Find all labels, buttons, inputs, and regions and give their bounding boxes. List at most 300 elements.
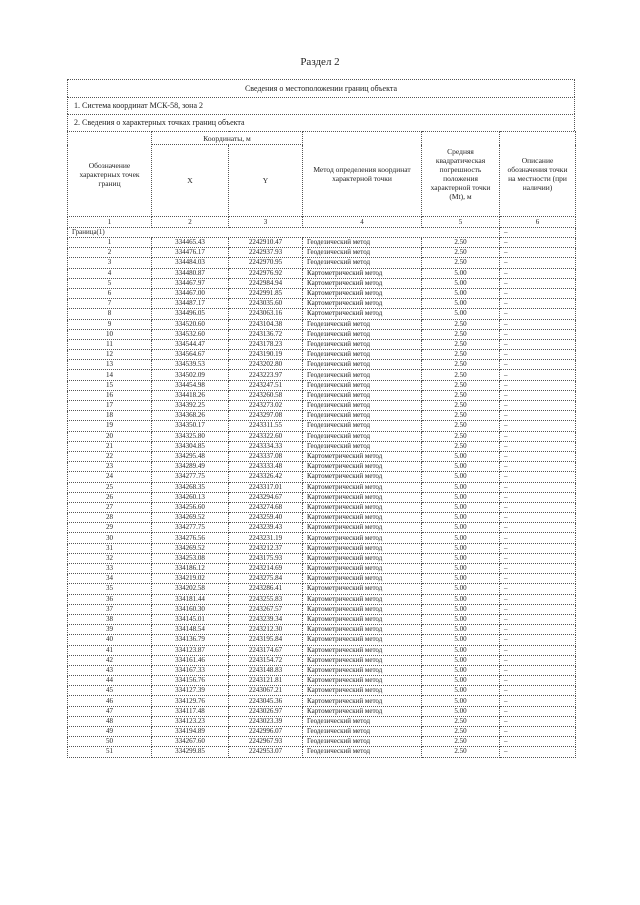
method: Картометрический метод [303,564,422,574]
coord-x: 334181.44 [152,594,229,604]
coord-x: 334295.48 [152,451,229,461]
method: Геодезический метод [303,421,422,431]
coord-y: 2243212.37 [229,543,303,553]
method: Геодезический метод [303,401,422,411]
description: – [500,604,576,614]
coord-y: 2243334.33 [229,441,303,451]
description: – [500,574,576,584]
table-row [68,492,576,502]
method: Картометрический метод [303,584,422,594]
accuracy: 5.00 [422,594,500,604]
coord-y: 2243255.83 [229,594,303,604]
point-number: 5 [68,278,152,288]
point-number: 43 [68,665,152,675]
coord-y: 2243294.67 [229,492,303,502]
table-row [68,635,576,645]
coord-y: 2243311.55 [229,421,303,431]
method: Картометрический метод [303,655,422,665]
method: Геодезический метод [303,339,422,349]
method: Картометрический метод [303,309,422,319]
point-number: 12 [68,350,152,360]
point-number: 29 [68,523,152,533]
method: Картометрический метод [303,533,422,543]
coord-x: 334304.85 [152,441,229,451]
coord-y: 2242970.95 [229,258,303,268]
point-number: 16 [68,390,152,400]
coord-x: 334465.43 [152,238,229,248]
description: – [500,411,576,421]
coord-x: 334268.35 [152,482,229,492]
description: – [500,655,576,665]
table-row [68,248,576,258]
table-row [68,278,576,288]
coord-y: 2242953.07 [229,747,303,757]
accuracy: 2.50 [422,421,500,431]
method: Геодезический метод [303,716,422,726]
accuracy: 5.00 [422,268,500,278]
coord-x: 334127.39 [152,686,229,696]
point-number: 49 [68,727,152,737]
accuracy: 2.50 [422,727,500,737]
coord-x: 334267.60 [152,737,229,747]
table-row [68,370,576,380]
coord-y: 2243195.84 [229,635,303,645]
method: Геодезический метод [303,441,422,451]
col-number: 6 [500,217,576,228]
description: – [500,299,576,309]
coord-y: 2243260.58 [229,390,303,400]
coord-x: 334496.05 [152,309,229,319]
accuracy: 2.50 [422,350,500,360]
table-row [68,686,576,696]
coord-x: 334202.58 [152,584,229,594]
method: Геодезический метод [303,380,422,390]
point-number: 25 [68,482,152,492]
description: – [500,482,576,492]
accuracy: 2.50 [422,319,500,329]
accuracy: 5.00 [422,502,500,512]
point-number: 24 [68,472,152,482]
point-number: 38 [68,614,152,624]
coord-x: 334368.26 [152,411,229,421]
point-number: 18 [68,411,152,421]
description: – [500,390,576,400]
coord-x: 334194.89 [152,727,229,737]
coord-x: 334186.12 [152,564,229,574]
accuracy: 5.00 [422,625,500,635]
method: Картометрический метод [303,543,422,553]
table-row [68,625,576,635]
section-title: Сведения о местоположении границ объекта [67,79,575,97]
description: – [500,492,576,502]
point-number: 20 [68,431,152,441]
coord-y: 2242967.93 [229,737,303,747]
point-number: 17 [68,401,152,411]
table-row [68,390,576,400]
method: Картометрический метод [303,635,422,645]
header-coordinates: Координаты, м [152,132,303,145]
description: – [500,288,576,298]
coord-y: 2243063.16 [229,309,303,319]
coord-x: 334129.76 [152,696,229,706]
coord-y: 2243174.67 [229,645,303,655]
coord-y: 2243317.01 [229,482,303,492]
method: Геодезический метод [303,319,422,329]
point-number: 44 [68,676,152,686]
table-row [68,543,576,553]
coord-y: 2243231.19 [229,533,303,543]
accuracy: 5.00 [422,492,500,502]
accuracy: 2.50 [422,390,500,400]
table-row [68,401,576,411]
header-y: Y [229,145,303,217]
point-number: 4 [68,268,152,278]
col-number: 4 [303,217,422,228]
point-number: 9 [68,319,152,329]
point-number: 10 [68,329,152,339]
coord-y: 2242996.07 [229,727,303,737]
point-number: 2 [68,248,152,258]
table-row [68,747,576,757]
accuracy: 5.00 [422,604,500,614]
point-number: 39 [68,625,152,635]
coord-x: 334487.17 [152,299,229,309]
method: Картометрический метод [303,574,422,584]
coord-y: 2243023.39 [229,716,303,726]
table-row [68,238,576,248]
method: Картометрический метод [303,513,422,523]
method: Геодезический метод [303,747,422,757]
point-number: 34 [68,574,152,584]
method: Картометрический метод [303,614,422,624]
point-number: 30 [68,533,152,543]
description: – [500,553,576,563]
point-number: 37 [68,604,152,614]
method: Картометрический метод [303,696,422,706]
coord-y: 2243274.68 [229,502,303,512]
description: – [500,706,576,716]
point-number: 7 [68,299,152,309]
accuracy: 5.00 [422,278,500,288]
coord-y: 2243259.40 [229,513,303,523]
header-method: Метод определения координат характерной точки [303,132,422,217]
description: – [500,502,576,512]
description: – [500,584,576,594]
description: – [500,614,576,624]
col-number: 5 [422,217,500,228]
point-number: 8 [68,309,152,319]
coord-y: 2243333.48 [229,462,303,472]
coord-x: 334454.98 [152,380,229,390]
coord-x: 334136.79 [152,635,229,645]
method: Картометрический метод [303,502,422,512]
coord-y: 2243214.69 [229,564,303,574]
accuracy: 2.50 [422,248,500,258]
method: Картометрический метод [303,604,422,614]
coord-x: 334269.52 [152,513,229,523]
method: Картометрический метод [303,686,422,696]
method: Картометрический метод [303,645,422,655]
coord-x: 334123.23 [152,716,229,726]
method: Картометрический метод [303,553,422,563]
accuracy: 5.00 [422,645,500,655]
coord-y: 2242991.85 [229,288,303,298]
coord-y: 2243337.08 [229,451,303,461]
table-row [68,319,576,329]
description: – [500,248,576,258]
group-dash: – [500,228,576,238]
description: – [500,686,576,696]
point-number: 48 [68,716,152,726]
points-table [67,131,576,758]
coord-x: 334539.53 [152,360,229,370]
method: Картометрический метод [303,706,422,716]
table-row [68,268,576,278]
coord-y: 2243026.97 [229,706,303,716]
description: – [500,676,576,686]
table-row [68,360,576,370]
coord-x: 334289.49 [152,462,229,472]
table-row [68,655,576,665]
table-row [68,533,576,543]
accuracy: 2.50 [422,360,500,370]
coord-y: 2243190.19 [229,350,303,360]
accuracy: 2.50 [422,339,500,349]
description: – [500,329,576,339]
description: – [500,696,576,706]
point-number: 33 [68,564,152,574]
method: Картометрический метод [303,676,422,686]
coord-y: 2243322.60 [229,431,303,441]
accuracy: 5.00 [422,676,500,686]
table-row [68,462,576,472]
method: Картометрический метод [303,472,422,482]
coord-y: 2243104.38 [229,319,303,329]
method: Картометрический метод [303,288,422,298]
table-row [68,451,576,461]
description: – [500,747,576,757]
accuracy: 2.50 [422,258,500,268]
point-number: 31 [68,543,152,553]
point-number: 36 [68,594,152,604]
point-number: 46 [68,696,152,706]
table-row [68,696,576,706]
accuracy: 5.00 [422,523,500,533]
point-number: 14 [68,370,152,380]
table-row [68,584,576,594]
accuracy: 5.00 [422,635,500,645]
point-number: 21 [68,441,152,451]
col-number: 3 [229,217,303,228]
table-row [68,574,576,584]
table-row [68,431,576,441]
accuracy: 5.00 [422,706,500,716]
page-title: Раздел 2 [300,56,340,68]
accuracy: 2.50 [422,441,500,451]
method: Картометрический метод [303,278,422,288]
table-row [68,411,576,421]
col-number: 1 [68,217,152,228]
description: – [500,319,576,329]
point-number: 1 [68,238,152,248]
description: – [500,645,576,655]
description: – [500,451,576,461]
header-accuracy: Средняя квадратическая погрешность положения характерной точки (Mt), м [422,132,500,217]
accuracy: 5.00 [422,564,500,574]
coord-y: 2243297.08 [229,411,303,421]
description: – [500,268,576,278]
accuracy: 2.50 [422,747,500,757]
coord-y: 2243136.72 [229,329,303,339]
coord-y: 2243175.93 [229,553,303,563]
accuracy: 2.50 [422,411,500,421]
accuracy: 5.00 [422,686,500,696]
coord-x: 334148.54 [152,625,229,635]
method: Картометрический метод [303,665,422,675]
coord-y: 2243267.57 [229,604,303,614]
description: – [500,431,576,441]
method: Картометрический метод [303,268,422,278]
accuracy: 5.00 [422,553,500,563]
table-row [68,716,576,726]
coord-y: 2243154.72 [229,655,303,665]
description: – [500,309,576,319]
accuracy: 5.00 [422,574,500,584]
table-row [68,329,576,339]
table-row [68,523,576,533]
accuracy: 5.00 [422,482,500,492]
accuracy: 2.50 [422,737,500,747]
point-number: 50 [68,737,152,747]
coord-x: 334325.80 [152,431,229,441]
coord-x: 334219.02 [152,574,229,584]
point-number: 6 [68,288,152,298]
coord-x: 334532.60 [152,329,229,339]
point-number: 35 [68,584,152,594]
method: Геодезический метод [303,258,422,268]
table-row [68,441,576,451]
accuracy: 5.00 [422,533,500,543]
point-number: 23 [68,462,152,472]
description: – [500,258,576,268]
coord-x: 334418.26 [152,390,229,400]
coord-y: 2243148.83 [229,665,303,675]
accuracy: 5.00 [422,299,500,309]
description: – [500,370,576,380]
method: Геодезический метод [303,390,422,400]
table-row [68,665,576,675]
description: – [500,635,576,645]
coord-x: 334123.87 [152,645,229,655]
method: Геодезический метод [303,370,422,380]
coord-x: 334117.48 [152,706,229,716]
table-row [68,350,576,360]
table-row [68,513,576,523]
table-row [68,604,576,614]
accuracy: 5.00 [422,584,500,594]
accuracy: 2.50 [422,238,500,248]
description: – [500,401,576,411]
accuracy: 5.00 [422,614,500,624]
method: Геодезический метод [303,238,422,248]
description: – [500,380,576,390]
method: Геодезический метод [303,411,422,421]
table-row [68,676,576,686]
method: Геодезический метод [303,329,422,339]
method: Картометрический метод [303,451,422,461]
coord-y: 2243239.34 [229,614,303,624]
coord-y: 2243212.30 [229,625,303,635]
coord-y: 2243247.51 [229,380,303,390]
method: Геодезический метод [303,350,422,360]
coordinate-system: 1. Система координат МСК-58, зона 2 [67,97,575,114]
coord-y: 2243121.81 [229,676,303,686]
coord-x: 334269.52 [152,543,229,553]
coord-y: 2243202.80 [229,360,303,370]
header-x: X [152,145,229,217]
point-number: 45 [68,686,152,696]
table-row [68,727,576,737]
description: – [500,360,576,370]
coord-x: 334467.00 [152,288,229,298]
coord-x: 334467.97 [152,278,229,288]
accuracy: 5.00 [422,655,500,665]
coord-x: 334156.76 [152,676,229,686]
table-row [68,482,576,492]
coord-x: 334520.60 [152,319,229,329]
accuracy: 2.50 [422,431,500,441]
table-row [68,288,576,298]
table-row [68,380,576,390]
accuracy: 5.00 [422,472,500,482]
coord-y: 2243326.42 [229,472,303,482]
method: Геодезический метод [303,431,422,441]
header-description: Описание обозначения точки на местности (при наличии) [500,132,576,217]
coord-x: 334260.13 [152,492,229,502]
point-number: 51 [68,747,152,757]
point-number: 41 [68,645,152,655]
accuracy: 5.00 [422,513,500,523]
accuracy: 2.50 [422,329,500,339]
accuracy: 2.50 [422,380,500,390]
method: Картометрический метод [303,625,422,635]
point-number: 22 [68,451,152,461]
coord-x: 334502.09 [152,370,229,380]
accuracy: 5.00 [422,462,500,472]
description: – [500,513,576,523]
table-row [68,299,576,309]
table-row [68,339,576,349]
method: Геодезический метод [303,737,422,747]
description: – [500,350,576,360]
description: – [500,339,576,349]
coord-x: 334350.17 [152,421,229,431]
coord-x: 334277.75 [152,472,229,482]
coord-x: 334256.60 [152,502,229,512]
header-designation: Обозначение характерных точек границ [68,132,152,217]
coord-y: 2243035.60 [229,299,303,309]
method: Картометрический метод [303,492,422,502]
method: Картометрический метод [303,482,422,492]
coord-y: 2243239.43 [229,523,303,533]
coord-y: 2243067.21 [229,686,303,696]
coord-x: 334564.67 [152,350,229,360]
method: Геодезический метод [303,248,422,258]
coord-x: 334392.25 [152,401,229,411]
point-number: 11 [68,339,152,349]
coord-x: 334544.47 [152,339,229,349]
accuracy: 5.00 [422,543,500,553]
